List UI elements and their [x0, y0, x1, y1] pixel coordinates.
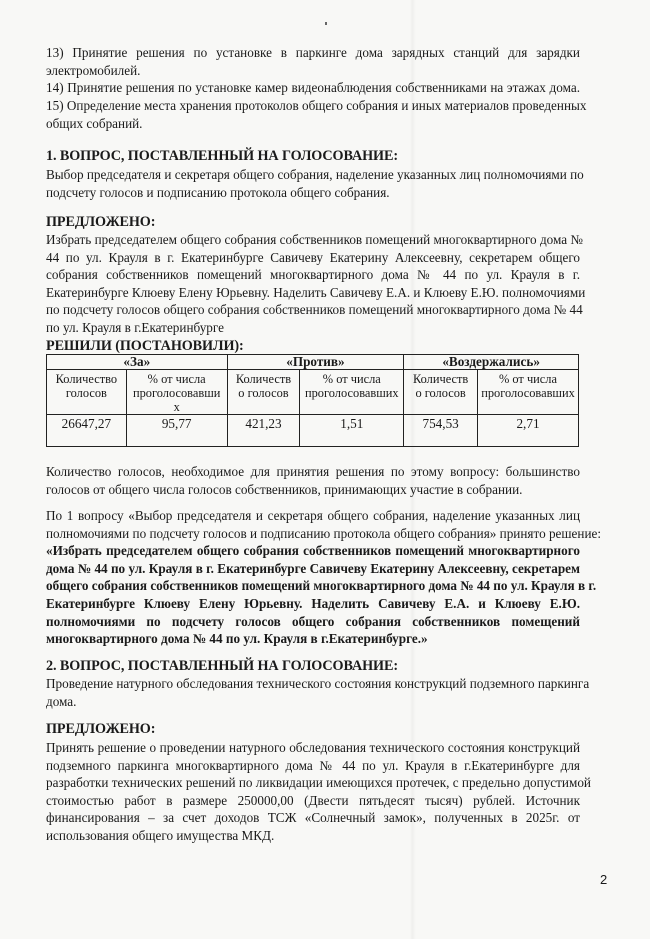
subheader-line: % от числа	[147, 372, 206, 386]
subheader-against-percent	[300, 370, 404, 415]
value-against-count: 421,23	[227, 415, 300, 447]
text-line: собрания собственников помещений многоквартирного дома № 44 по ул. Крауля в г.	[46, 267, 580, 283]
text-line: 13) Принятие решения по установке в паркинге дома зарядных станций для зарядки	[46, 45, 580, 60]
subheader-line: проголосовавших	[481, 386, 575, 400]
text-line: использования общего имущества МКД.	[46, 827, 275, 843]
subheader-line: проголосовавших	[304, 386, 399, 400]
subheader-for-percent	[126, 370, 227, 415]
subheader-line: голосов	[65, 386, 107, 400]
subheader-line: % от числа	[498, 372, 557, 386]
value-for-count: 26647,27	[47, 415, 127, 447]
text-line: по ул. Крауля в г.Екатеринбурге	[46, 319, 224, 335]
agenda-item-14	[46, 79, 580, 97]
text-line: подземного паркинга многоквартирного дома № 44 по ул. Крауля в г.Екатеринбурге для	[46, 757, 580, 773]
scan-speck	[325, 22, 327, 25]
group-abstained: «Воздержались»	[404, 355, 579, 370]
agenda-item-13	[46, 44, 580, 79]
subheader-line: о голосов	[238, 386, 289, 400]
text-line: Екатеринбурге Клюеву Елену Юрьевну. Наделить Савичеву Е.А. и Клюеву Е.Ю.	[46, 595, 580, 611]
vote-results-table	[46, 354, 579, 447]
text-line: по подсчету голосов общего собрания собственников помещений многоквартирного дома № 44	[46, 302, 583, 318]
text-line: многоквартирного дома № 44 по ул. Крауля в г.Екатеринбурге.»	[46, 631, 428, 647]
subheader-line: проголосовавши	[132, 386, 221, 400]
text-line: электромобилей.	[46, 62, 141, 78]
text-line: полномочиями по подсчету голосов и подписанию протокола общего собрания» принято решение:	[46, 525, 602, 541]
question-2-proposed-heading: ПРЕДЛОЖЕНО:	[46, 721, 156, 737]
subheader-for-count	[47, 370, 127, 415]
text-line: голосов от общего числа голосов собственников, принимающих участие в собрании.	[46, 481, 523, 497]
text-line: 15) Определение места хранения протоколов общего собрания и иных материалов проведенных	[46, 98, 587, 113]
vote-subheader-row	[47, 370, 579, 415]
text-line: 14) Принятие решения по установке камер видеонаблюдения собственниками на этажах дома.	[46, 80, 580, 95]
text-line: общих собраний.	[46, 115, 143, 131]
decided-heading: РЕШИЛИ (ПОСТАНОВИЛИ):	[46, 338, 244, 354]
value-for-percent: 95,77	[126, 415, 227, 447]
vote-group-header-row	[47, 355, 579, 370]
question-1-proposed-heading: ПРЕДЛОЖЕНО:	[46, 214, 156, 230]
text-line: 44 по ул. Крауля в г. Екатеринбурге Савичеву Екатерину Алексеевну, секретарем общего	[46, 249, 580, 265]
subheader-against-count	[227, 370, 300, 415]
subheader-line: Количеств	[235, 372, 292, 386]
value-abstained-percent: 2,71	[478, 415, 579, 447]
text-line: Избрать председателем общего собрания собственников помещений многоквартирного дома №	[46, 232, 583, 247]
question-2-text	[46, 675, 590, 710]
vote-values-row	[47, 415, 579, 447]
text-line: Екатеринбурге Клюеву Елену Юрьевну. Наделить Савичеву Е.А. и Клюеву Е.Ю. полномочиями	[46, 284, 586, 300]
agenda-item-15	[46, 97, 587, 132]
text-line: Выбор председателя и секретаря общего собрания, наделение указанных лиц полномочиями по	[46, 167, 584, 182]
subheader-line: Количество	[55, 372, 118, 386]
group-for: «За»	[47, 355, 228, 370]
text-line: финансирования – за счет доходов ТСЖ «Солнечный замок», полученных в 2025г. от	[46, 810, 580, 826]
group-against: «Против»	[227, 355, 404, 370]
subheader-line: % от числа	[322, 372, 381, 386]
page-number: 2	[600, 872, 608, 887]
text-line: разработки технических решений по ликвидации имеющихся протечек, с предельно допустимой	[46, 775, 591, 791]
text-line: дома.	[46, 693, 77, 709]
decision-text	[46, 507, 602, 648]
subheader-line: х	[173, 400, 180, 414]
question-1-proposed-text	[46, 231, 586, 337]
text-line: По 1 вопросу «Выбор председателя и секретаря общего собрания, наделение указанных лиц	[46, 508, 580, 523]
subheader-abstained-count	[404, 370, 478, 415]
text-line: Количество голосов, необходимое для принятия решения по этому вопросу: большинство	[46, 464, 580, 479]
required-votes-text	[46, 463, 580, 498]
question-1-text	[46, 166, 584, 201]
question-1-heading: 1. ВОПРОС, ПОСТАВЛЕННЫЙ НА ГОЛОСОВАНИЕ:	[46, 148, 398, 164]
text-line: Принять решение о проведении натурного обследования технического состояния конструкций	[46, 740, 580, 755]
text-line: общего собрания собственников помещений многоквартирного дома № 44 по ул. Крауля в г.	[46, 578, 597, 594]
subheader-line: о голосов	[415, 386, 466, 400]
text-line: стоимостью работ в размере 250000,00 (Двести пятьдесят тысяч) рублей. Источник	[46, 792, 580, 808]
question-2-heading: 2. ВОПРОС, ПОСТАВЛЕННЫЙ НА ГОЛОСОВАНИЕ:	[46, 658, 398, 674]
text-line: «Избрать председателем общего собрания собственников помещений многоквартирного	[46, 543, 580, 559]
text-line: Проведение натурного обследования технического состояния конструкций подземного паркинга	[46, 676, 590, 691]
text-line: полномочиями по подсчету голосов общего собрания собственников помещений	[46, 613, 580, 629]
question-2-proposed-text	[46, 739, 591, 845]
text-line: дома № 44 по ул. Крауля в г. Екатеринбурге Савичеву Екатерину Алексеевну, секретарем	[46, 560, 580, 576]
subheader-line: Количеств	[412, 372, 469, 386]
value-against-percent: 1,51	[300, 415, 404, 447]
value-abstained-count: 754,53	[404, 415, 478, 447]
subheader-abstained-percent	[478, 370, 579, 415]
text-line: подсчету голосов и подписанию протокола общего собрания.	[46, 184, 390, 200]
